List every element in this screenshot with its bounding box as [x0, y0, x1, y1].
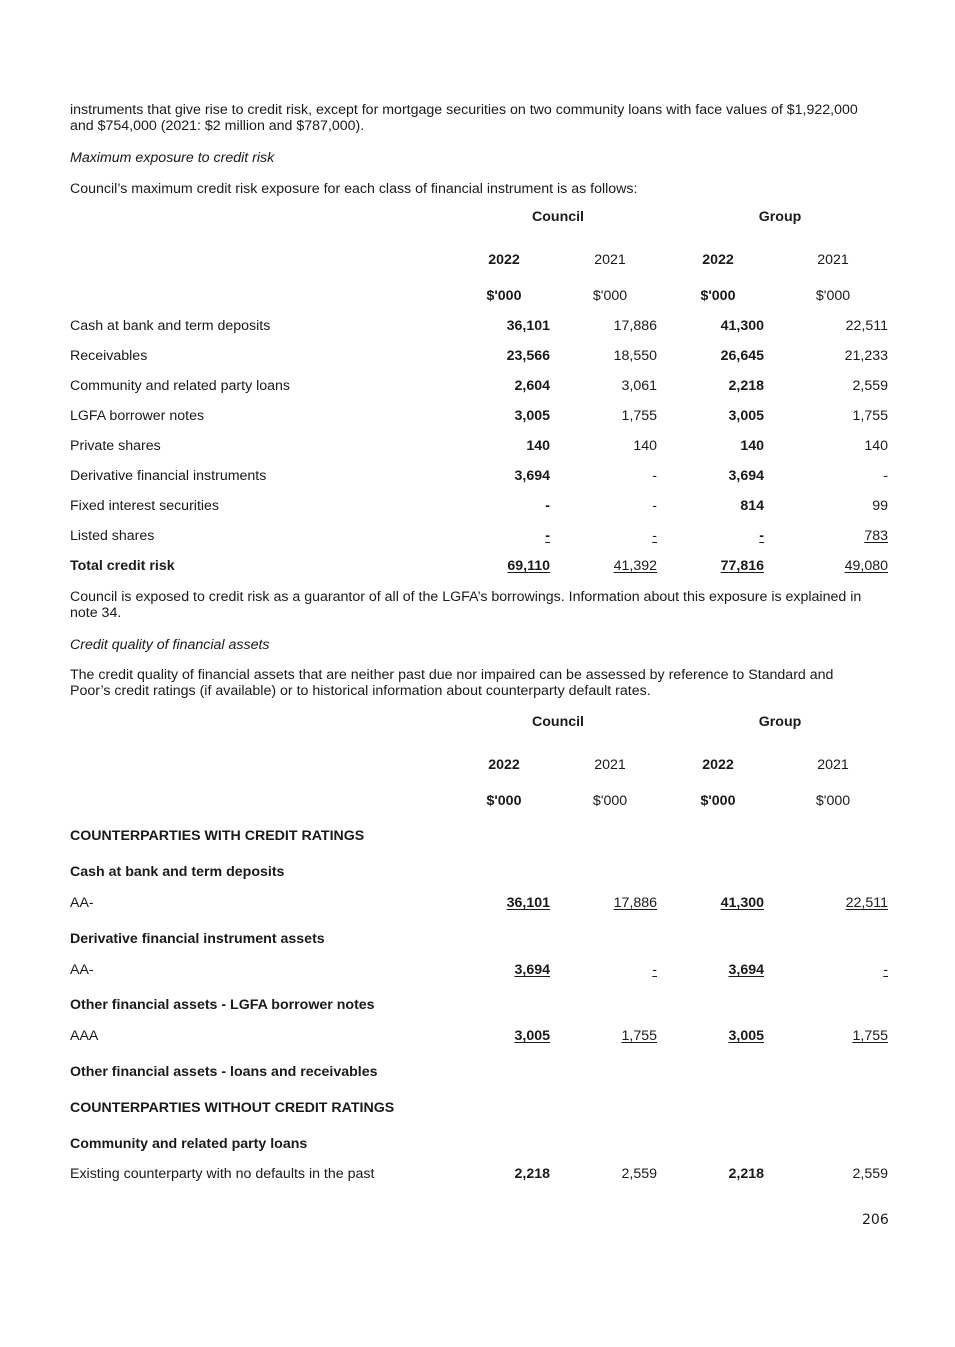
- council-group-header: Council: [531, 714, 585, 730]
- table-row: [70, 318, 890, 338]
- year-header: 2021: [594, 252, 626, 268]
- group-2022-value: 2,218: [728, 378, 764, 394]
- row-label: Fixed interest securities: [70, 498, 220, 514]
- group-2022-value: 41,300: [720, 318, 764, 334]
- year-header: 2022: [702, 252, 734, 268]
- group-2022-value: 2,218: [728, 1166, 764, 1182]
- group-2022-value: 41,300: [720, 895, 764, 911]
- year-header: 2022: [702, 757, 734, 773]
- council-2022-value: 3,005: [514, 1028, 550, 1044]
- group-2022-value: 26,645: [720, 348, 764, 364]
- group-2022-value: 814: [740, 498, 764, 514]
- council-2021-value: 17,886: [613, 318, 657, 334]
- council-2022-value: 36,101: [506, 895, 550, 911]
- rating-label: AA-: [70, 895, 94, 911]
- credit-quality-description: [70, 667, 890, 699]
- row-label: Receivables: [70, 348, 148, 364]
- group-2021-value: 21,233: [844, 348, 888, 364]
- table-row: [70, 498, 890, 518]
- group-group-header: Group: [758, 209, 802, 225]
- unit-header: $'000: [700, 793, 736, 809]
- council-2022-value: -: [545, 528, 550, 544]
- council-2021-value: -: [652, 498, 657, 514]
- council-group-header: Council: [531, 209, 585, 225]
- council-2022-total: 69,110: [507, 558, 550, 574]
- unit-header: $'000: [486, 793, 522, 809]
- group-2022-value: 3,694: [728, 468, 764, 484]
- unit-header: $'000: [592, 288, 628, 304]
- table-row: [70, 1028, 890, 1048]
- total-row: [70, 558, 890, 578]
- guarantor-note-line-1: Council is exposed to credit risk as a guarantor of all of the LGFA’s borrowings. Information about this exposure is explained in: [70, 589, 862, 605]
- loans-section-heading: Other financial assets - loans and receivables: [70, 1064, 378, 1080]
- intro-line-1: instruments that give rise to credit risk, except for mortgage securities on two community loans with face values of $1,922,000: [70, 102, 858, 118]
- derivative-section-heading: Derivative financial instrument assets: [70, 931, 325, 947]
- group-2021-value: 1,755: [852, 1028, 888, 1044]
- table-row: [70, 408, 890, 428]
- total-label: Total credit risk: [70, 558, 175, 574]
- row-label: Cash at bank and term deposits: [70, 318, 271, 334]
- council-2022-value: 3,694: [514, 468, 550, 484]
- group-2021-total: 49,080: [844, 558, 888, 574]
- year-header: 2021: [817, 252, 849, 268]
- table-row: [70, 962, 890, 982]
- community-section-heading: Community and related party loans: [70, 1136, 308, 1152]
- group-2022-value: 3,694: [728, 962, 764, 978]
- year-header: 2021: [594, 757, 626, 773]
- group-2022-value: -: [759, 528, 764, 544]
- table-row: [70, 1166, 890, 1186]
- council-2022-value: 140: [526, 438, 550, 454]
- group-2021-value: 99: [872, 498, 888, 514]
- council-2021-total: 41,392: [613, 558, 657, 574]
- group-2022-total: 77,816: [720, 558, 764, 574]
- unit-header: $'000: [815, 793, 851, 809]
- group-2022-value: 140: [740, 438, 764, 454]
- lgfa-section-heading: Other financial assets - LGFA borrower notes: [70, 997, 375, 1013]
- council-2021-value: 17,886: [613, 895, 657, 911]
- table-row: [70, 468, 890, 488]
- cash-section-heading: Cash at bank and term deposits: [70, 864, 285, 880]
- group-2022-value: 3,005: [728, 408, 764, 424]
- council-2022-value: 36,101: [506, 318, 550, 334]
- council-2022-value: 2,604: [514, 378, 550, 394]
- group-2021-value: 22,511: [845, 895, 888, 911]
- table-row: [70, 378, 890, 398]
- credit-quality-line-2: Poor’s credit ratings (if available) or to historical information about counterparty default rates.: [70, 683, 651, 699]
- group-2021-value: 1,755: [852, 408, 888, 424]
- unit-header: $'000: [815, 288, 851, 304]
- group-2021-value: 2,559: [852, 1166, 888, 1182]
- table-row: [70, 438, 890, 458]
- table-row: [70, 528, 890, 548]
- council-2021-value: 2,559: [621, 1166, 657, 1182]
- group-2021-value: 783: [864, 528, 888, 544]
- group-2021-value: -: [883, 468, 888, 484]
- council-2021-value: 140: [633, 438, 657, 454]
- council-2021-value: -: [652, 528, 657, 544]
- guarantor-note-line-2: note 34.: [70, 605, 122, 621]
- table-row: [70, 348, 890, 368]
- row-label: Derivative financial instruments: [70, 468, 267, 484]
- row-label: Community and related party loans: [70, 378, 291, 394]
- council-2021-value: 1,755: [621, 1028, 657, 1044]
- year-header: 2021: [817, 757, 849, 773]
- council-2022-value: 3,694: [514, 962, 550, 978]
- council-2021-value: 3,061: [621, 378, 657, 394]
- council-2021-value: -: [652, 468, 657, 484]
- page-number: 206: [862, 1212, 889, 1228]
- group-2022-value: 3,005: [728, 1028, 764, 1044]
- intro-paragraph: [70, 102, 890, 134]
- intro-line-2: and $754,000 (2021: $2 million and $787,000).: [70, 118, 365, 134]
- guarantor-note: [70, 589, 890, 621]
- council-2022-value: 23,566: [506, 348, 550, 364]
- group-2021-value: -: [883, 962, 888, 978]
- row-label: Listed shares: [70, 528, 155, 544]
- rating-label: AA-: [70, 962, 94, 978]
- council-2022-value: 3,005: [514, 408, 550, 424]
- year-header: 2022: [488, 252, 520, 268]
- credit-quality-line-1: The credit quality of financial assets that are neither past due nor impaired can be assessed by reference to Standard and: [70, 667, 834, 683]
- unit-header: $'000: [700, 288, 736, 304]
- max-exposure-description: Council’s maximum credit risk exposure for each class of financial instrument is as follows:: [70, 181, 638, 197]
- counterparty-label: Existing counterparty with no defaults in the past: [70, 1166, 375, 1182]
- with-ratings-heading: COUNTERPARTIES WITH CREDIT RATINGS: [70, 828, 365, 844]
- unit-header: $'000: [592, 793, 628, 809]
- group-group-header: Group: [758, 714, 802, 730]
- group-2021-value: 140: [864, 438, 888, 454]
- row-label: Private shares: [70, 438, 161, 454]
- rating-label: AAA: [70, 1028, 99, 1044]
- max-exposure-heading: Maximum exposure to credit risk: [70, 150, 275, 166]
- council-2022-value: 2,218: [514, 1166, 550, 1182]
- group-2021-value: 2,559: [852, 378, 888, 394]
- council-2021-value: 18,550: [613, 348, 657, 364]
- council-2022-value: -: [545, 498, 550, 514]
- group-2021-value: 22,511: [845, 318, 888, 334]
- unit-header: $'000: [486, 288, 522, 304]
- year-header: 2022: [488, 757, 520, 773]
- table-row: [70, 895, 890, 915]
- council-2021-value: 1,755: [621, 408, 657, 424]
- credit-quality-heading: Credit quality of financial assets: [70, 637, 270, 653]
- council-2021-value: -: [652, 962, 657, 978]
- row-label: LGFA borrower notes: [70, 408, 205, 424]
- without-ratings-heading: COUNTERPARTIES WITHOUT CREDIT RATINGS: [70, 1100, 395, 1116]
